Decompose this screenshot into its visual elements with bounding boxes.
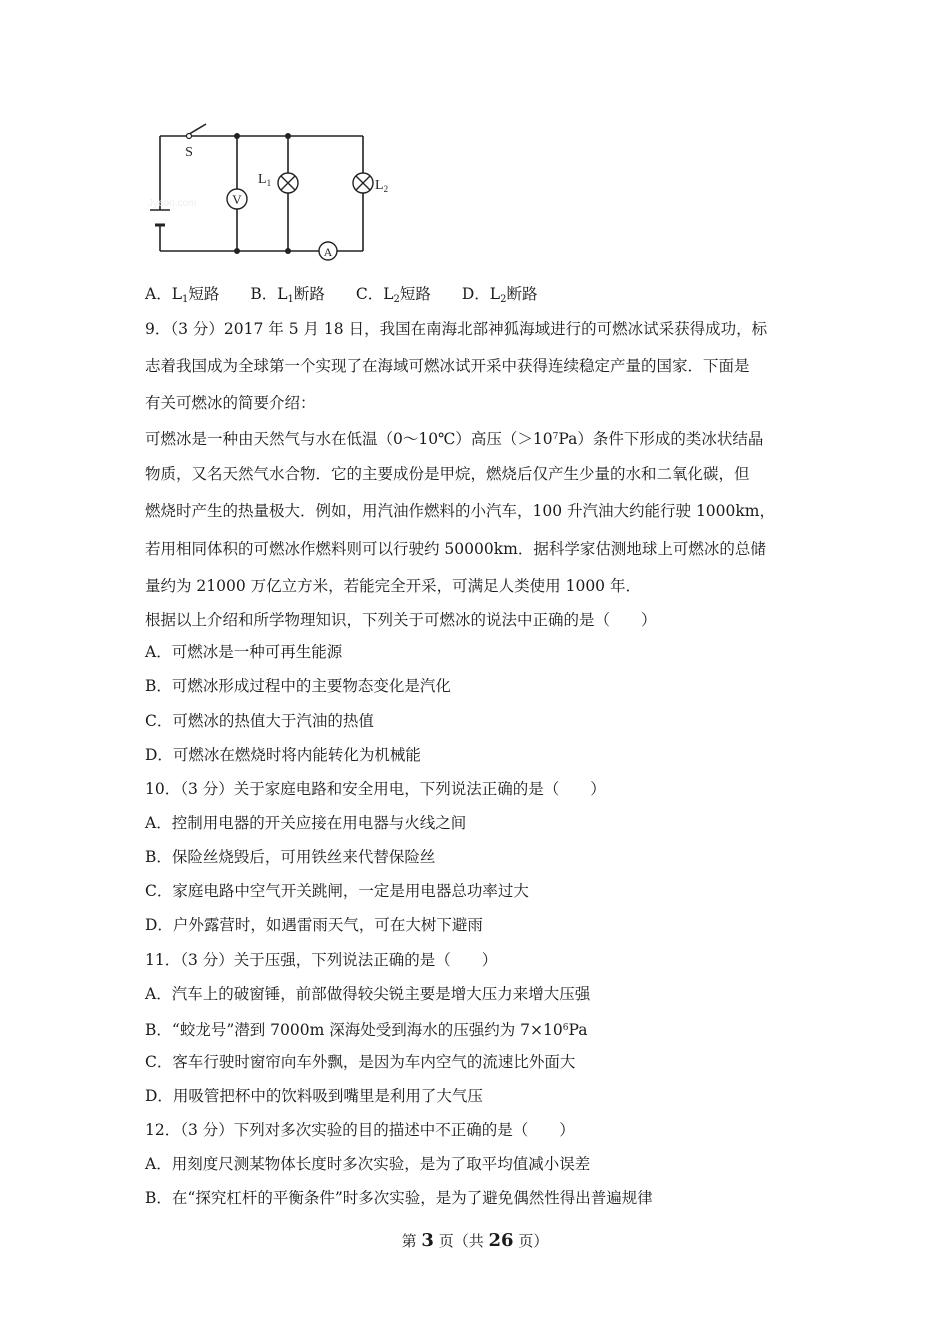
q10-option-d[interactable]: D．户外露营时，如遇雷雨天气，可在大树下避雨 [145, 916, 483, 934]
q9-stem-line-3: 有关可燃冰的简要介绍： [145, 394, 316, 412]
q9-option-a[interactable]: A．可燃冰是一种可再生能源 [145, 643, 343, 661]
q10-stem: 10．（3 分）关于家庭电路和安全用电，下列说法正确的是（ ） [145, 780, 606, 798]
page-footer: 第 3 页（共 26 页） [401, 1230, 549, 1251]
q8-option-b[interactable]: B．$L_1$断路 [250, 285, 325, 305]
lamp-l2-label: $L_2$ [375, 178, 389, 194]
q12-option-a[interactable]: A．用刻度尺测某物体长度时多次实验，是为了取平均值减小误差 [145, 1155, 591, 1173]
q8-option-a[interactable]: A．$L_1$短路 [145, 285, 220, 305]
q9-question: 根据以上介绍和所学物理知识，下列关于可燃冰的说法中正确的是（ ） [145, 611, 657, 629]
q9-passage-line-5: 量约为 21000 万亿立方米，若能完全开采，可满足人类使用 1000 年． [145, 577, 641, 595]
q9-passage-line-3: 燃烧时产生的热量极大．例如，用汽油作燃料的小汽车，100 升汽油大约能行驶 1000km， [145, 502, 775, 520]
q9-option-b[interactable]: B．可燃冰形成过程中的主要物态变化是汽化 [145, 677, 451, 695]
q8-option-c[interactable]: C．$L_2$短路 [355, 285, 431, 305]
watermark: Jyeoo.com [148, 198, 197, 209]
q9-passage-line-2: 物质，又名天然气水合物．它的主要成份是甲烷，燃烧后仅产生少量的水和二氧化碳，但 [145, 465, 750, 483]
ammeter-label: A [323, 245, 333, 259]
page-number: 3 [421, 1230, 434, 1251]
lamp-l1-icon [278, 173, 298, 193]
q10-option-b[interactable]: B．保险丝烧毁后，可用铁丝来代替保险丝 [145, 848, 436, 866]
lamp-l1-label: $L_1$ [258, 172, 272, 188]
circuit-diagram [140, 118, 410, 268]
switch-label: S [185, 145, 193, 160]
q11-option-c[interactable]: C．客车行驶时窗帘向车外飘，是因为车内空气的流速比外面大 [145, 1053, 576, 1071]
lamp-l2-icon [353, 173, 373, 193]
q11-option-d[interactable]: D．用吸管把杯中的饮料吸到嘴里是利用了大气压 [145, 1087, 483, 1105]
page-total: 26 [488, 1230, 514, 1251]
q9-option-d[interactable]: D．可燃冰在燃烧时将内能转化为机械能 [145, 746, 421, 764]
q11-option-b[interactable]: B．“蛟龙号”潜到 7000m 深海处受到海水的压强约为 $7\times 10^6Pa$ [145, 1021, 588, 1039]
q9-passage-line-4: 若用相同体积的可燃冰作燃料则可以行驶约 50000km．据科学家估测地球上可燃冰的总储 [145, 540, 766, 558]
q10-option-a[interactable]: A．控制用电器的开关应接在用电器与火线之间 [145, 814, 467, 832]
q12-option-b[interactable]: B．在“探究杠杆的平衡条件”时多次实验，是为了避免偶然性得出普遍规律 [145, 1189, 653, 1207]
voltmeter-label: V [232, 192, 242, 207]
q8-option-d[interactable]: D．$L_2$断路 [461, 285, 538, 305]
q11-stem: 11．（3 分）关于压强，下列说法正确的是（ ） [145, 951, 498, 969]
q8-options [145, 284, 563, 310]
q10-option-c[interactable]: C．家庭电路中空气开关跳闸，一定是用电器总功率过大 [145, 882, 529, 900]
q9-stem-line-2: 志着我国成为全球第一个实现了在海域可燃冰试开采中获得连续稳定产量的国家．下面是 [145, 357, 750, 375]
q9-option-c[interactable]: C．可燃冰的热值大于汽油的热值 [145, 712, 374, 730]
q9-passage-line-1: 可燃冰是一种由天然气与水在低温（0～10℃）高压$(>10^7Pa)$条件下形成的类冰状结晶 [145, 430, 764, 448]
q9-stem-line-1: 9．（3 分）2017 年 5 月 18 日，我国在南海北部神狐海域进行的可燃冰试采获得成功，标 [145, 320, 768, 338]
q11-option-a[interactable]: A．汽车上的破窗锤，前部做得较尖锐主要是增大压力来增大压强 [145, 985, 591, 1003]
q12-stem: 12．（3 分）下列对多次实验的目的描述中不正确的是（ ） [145, 1121, 575, 1139]
